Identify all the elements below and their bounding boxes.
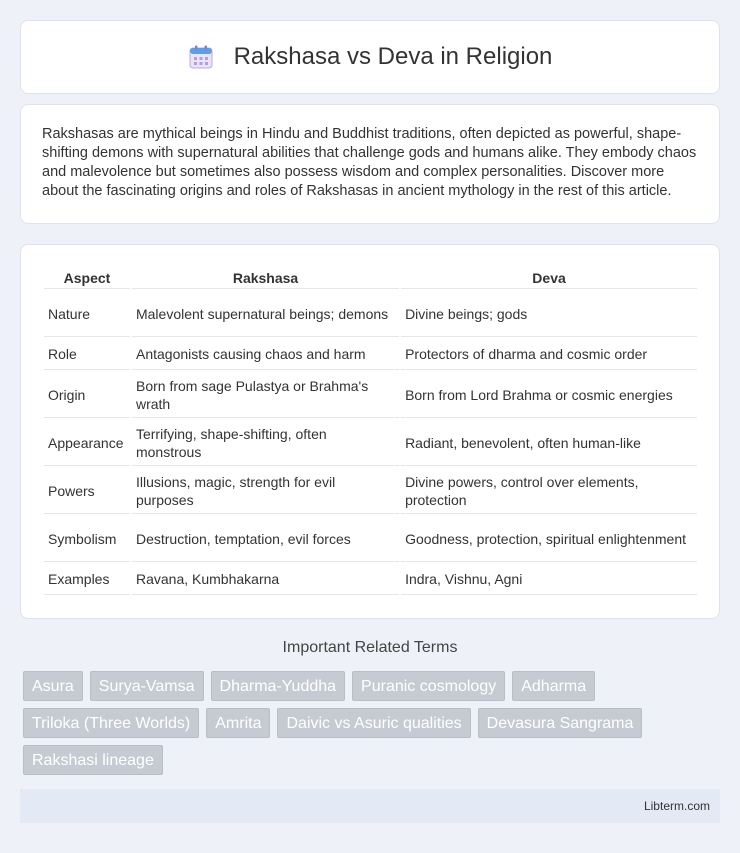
cell-rakshasa: Illusions, magic, strength for evil purposes: [132, 468, 399, 514]
cell-deva: Goodness, protection, spiritual enlightenment: [401, 516, 697, 562]
cell-deva: Born from Lord Brahma or cosmic energies: [401, 372, 697, 418]
cell-aspect: Examples: [44, 564, 130, 595]
header-card: [20, 20, 720, 94]
cell-deva: Radiant, benevolent, often human-like: [401, 420, 697, 466]
tag-triloka[interactable]: Triloka (Three Worlds): [23, 708, 199, 738]
table-row: [44, 372, 697, 418]
cell-aspect: Appearance: [44, 420, 130, 466]
cell-aspect: Symbolism: [44, 516, 130, 562]
cell-rakshasa: Malevolent supernatural beings; demons: [132, 291, 399, 337]
cell-rakshasa: Terrifying, shape-shifting, often monstrous: [132, 420, 399, 466]
cell-rakshasa: Born from sage Pulastya or Brahma's wrath: [132, 372, 399, 418]
cell-rakshasa: Destruction, temptation, evil forces: [132, 516, 399, 562]
table-row: [44, 516, 697, 562]
related-terms-list: [23, 671, 723, 782]
cell-rakshasa: Antagonists causing chaos and harm: [132, 339, 399, 370]
tag-surya-vamsa[interactable]: Surya-Vamsa: [90, 671, 204, 701]
tag-dharma-yuddha[interactable]: Dharma-Yuddha: [211, 671, 346, 701]
cell-aspect: Powers: [44, 468, 130, 514]
header-deva: Deva: [401, 267, 697, 289]
cell-rakshasa: Ravana, Kumbhakarna: [132, 564, 399, 595]
table-row: [44, 468, 697, 514]
intro-text: Rakshasas are mythical beings in Hindu and Buddhist traditions, often depicted as powerful, shape-shifting demons with supernatural abilities that challenge gods and humans alike. They embody chaos and malevolence but sometimes also possess wisdom and complex personalities. Discover more about the fascinating origins and roles of Rakshasas in ancient mythology in the rest of this article.: [42, 126, 697, 199]
related-terms-title: Important Related Terms: [282, 639, 458, 656]
tag-amrita[interactable]: Amrita: [206, 708, 270, 738]
table-row: [44, 420, 697, 466]
calendar-icon: [188, 44, 214, 70]
tag-asura[interactable]: Asura: [23, 671, 83, 701]
tag-rakshasi-lineage[interactable]: Rakshasi lineage: [23, 745, 163, 775]
tag-puranic-cosmology[interactable]: Puranic cosmology: [352, 671, 505, 701]
table-row: [44, 564, 697, 595]
table-row: [44, 339, 697, 370]
table-row: [44, 291, 697, 337]
cell-deva: Protectors of dharma and cosmic order: [401, 339, 697, 370]
intro-card: [20, 104, 720, 224]
header-rakshasa: Rakshasa: [132, 267, 399, 289]
comparison-table: [42, 265, 699, 597]
cell-aspect: Origin: [44, 372, 130, 418]
cell-aspect: Nature: [44, 291, 130, 337]
header-aspect: Aspect: [44, 267, 130, 289]
cell-deva: Indra, Vishnu, Agni: [401, 564, 697, 595]
cell-deva: Divine powers, control over elements, protection: [401, 468, 697, 514]
footer: [20, 789, 720, 823]
tag-daivic-vs-asuric[interactable]: Daivic vs Asuric qualities: [277, 708, 470, 738]
cell-aspect: Role: [44, 339, 130, 370]
footer-site-link[interactable]: Libterm.com: [643, 799, 710, 813]
table-header-row: [44, 267, 697, 289]
tag-devasura-sangrama[interactable]: Devasura Sangrama: [478, 708, 643, 738]
page-title: Rakshasa vs Deva in Religion: [233, 43, 553, 70]
tag-adharma[interactable]: Adharma: [512, 671, 595, 701]
cell-deva: Divine beings; gods: [401, 291, 697, 337]
comparison-table-card: [20, 244, 720, 619]
